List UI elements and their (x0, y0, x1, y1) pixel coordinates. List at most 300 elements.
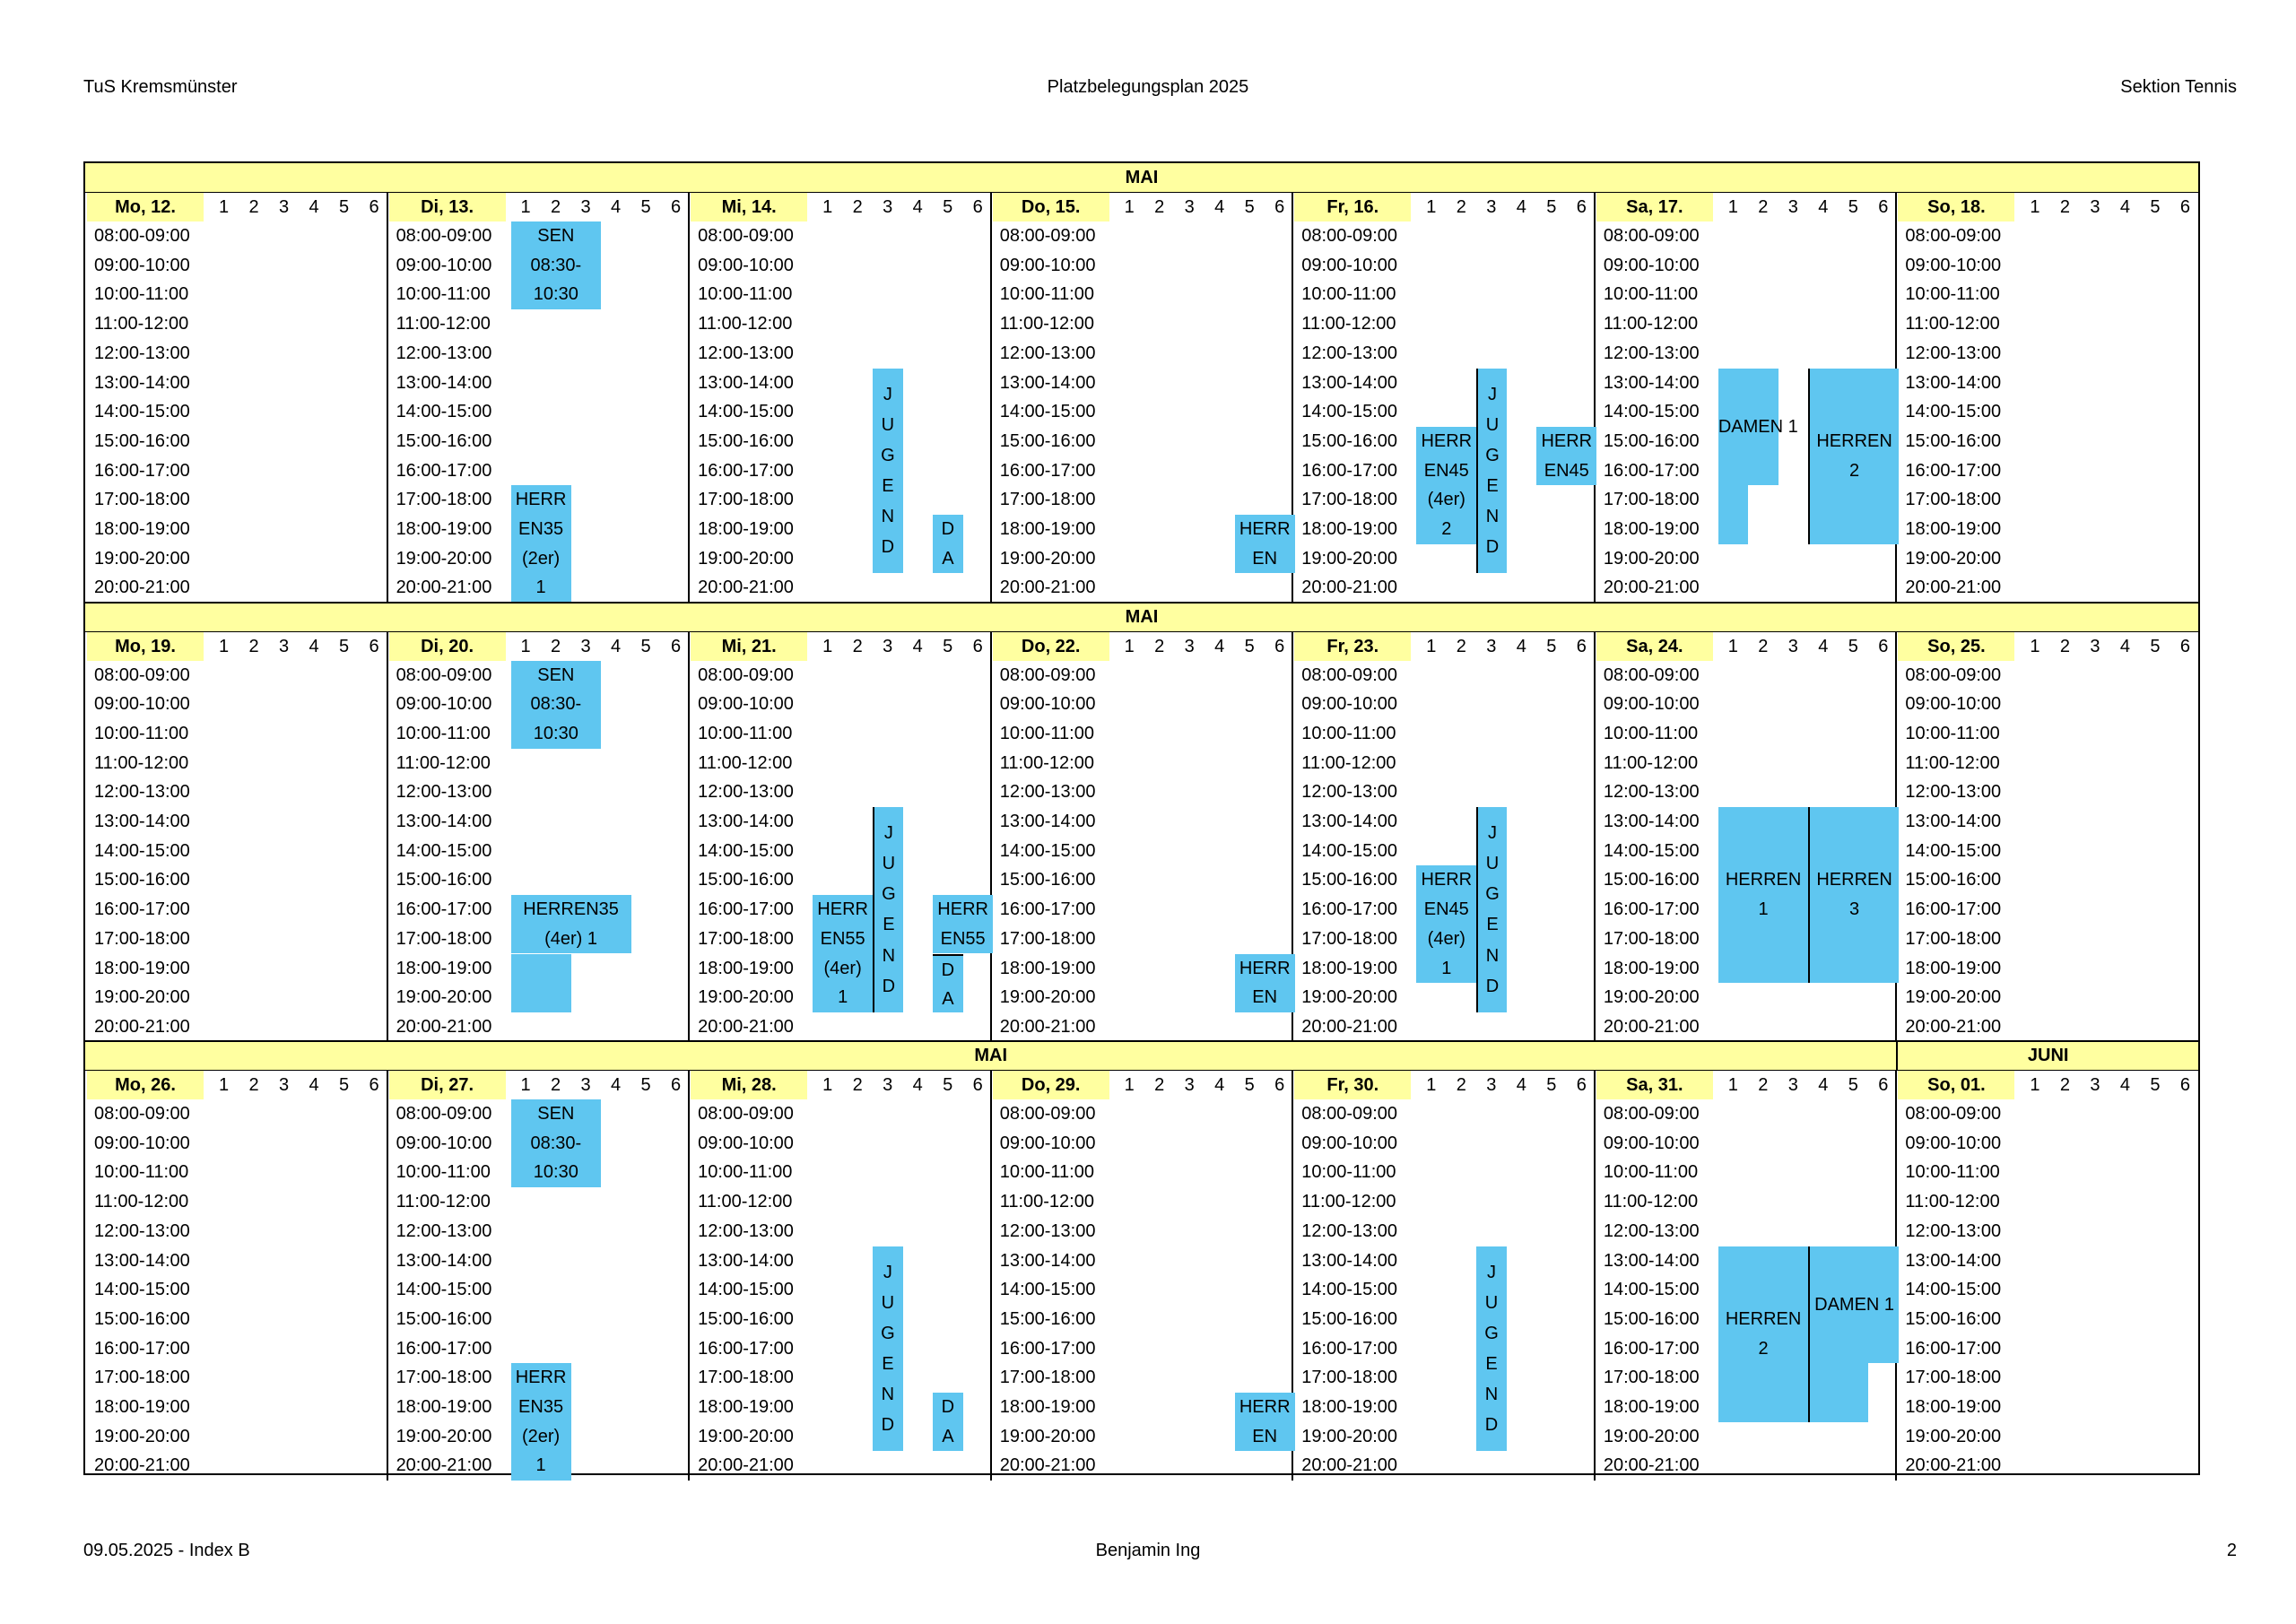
court-number: 3 (1787, 197, 1798, 217)
booking-label: E (883, 915, 895, 935)
time-slot: 20:00-21:00 (698, 1455, 794, 1476)
time-slot: 13:00-14:00 (1905, 372, 2002, 393)
time-slot: 09:00-10:00 (94, 694, 190, 715)
booking-label: HERREN (1816, 430, 1892, 451)
booking-block[interactable] (1235, 1393, 1295, 1451)
time-slot: 18:00-19:00 (698, 1397, 794, 1417)
time-slot: 09:00-10:00 (1301, 1133, 1398, 1153)
booking-label: 08:30- (530, 1133, 582, 1153)
booking-label: A (942, 548, 954, 569)
court-number: 2 (1456, 197, 1466, 217)
time-slot: 12:00-13:00 (999, 1220, 1096, 1241)
time-slot: 20:00-21:00 (94, 1016, 190, 1037)
booking-label: N (882, 945, 896, 966)
court-number: 4 (1818, 197, 1829, 217)
time-slot: 13:00-14:00 (1905, 1250, 2002, 1271)
booking-block[interactable] (511, 954, 571, 1012)
court-number: 1 (1124, 636, 1135, 656)
court-number: 5 (1848, 197, 1858, 217)
day-separator (387, 1071, 388, 1481)
time-slot: 16:00-17:00 (999, 1338, 1096, 1359)
booking-label: HERREN (1725, 1308, 1802, 1329)
time-slot: 20:00-21:00 (1905, 1455, 2002, 1476)
court-number: 6 (671, 1075, 682, 1095)
booking-block[interactable] (933, 954, 963, 1012)
time-slot: 17:00-18:00 (396, 1368, 492, 1388)
time-slot: 16:00-17:00 (94, 899, 190, 920)
time-slot: 13:00-14:00 (698, 812, 794, 831)
day-header: Di, 20. (389, 632, 506, 661)
time-slot: 20:00-21:00 (94, 578, 190, 598)
booking-label: EN55 (820, 928, 865, 949)
court-number: 5 (1244, 197, 1255, 217)
time-slot: 14:00-15:00 (1301, 840, 1398, 861)
time-slot: 12:00-13:00 (999, 782, 1096, 803)
time-slot: 10:00-11:00 (94, 1162, 189, 1183)
time-slot: 20:00-21:00 (94, 1455, 190, 1476)
booking-label: EN (1252, 548, 1278, 569)
court-number: 4 (611, 197, 622, 217)
court-number: 6 (1576, 1075, 1587, 1095)
booking-label: HERREN (1725, 870, 1802, 890)
booking-block[interactable] (1808, 807, 1899, 983)
booking-label: (2er) (521, 1426, 561, 1446)
booking-label: 2 (1849, 460, 1860, 481)
time-slot: 09:00-10:00 (999, 1133, 1096, 1153)
time-slot: 09:00-10:00 (1905, 694, 2002, 715)
court-number: 3 (278, 636, 290, 656)
time-slot: 11:00-12:00 (999, 1192, 1094, 1212)
booking-label: D (941, 960, 955, 980)
time-slot: 19:00-20:00 (1603, 548, 1700, 569)
court-number: 6 (972, 197, 983, 217)
time-slot: 16:00-17:00 (698, 899, 794, 920)
time-slot: 11:00-12:00 (1905, 314, 2000, 334)
time-slot: 18:00-19:00 (1905, 519, 2002, 539)
booking-label: HERR (1239, 958, 1291, 978)
booking-block[interactable] (511, 485, 571, 603)
time-slot: 14:00-15:00 (698, 1280, 794, 1300)
time-slot: 10:00-11:00 (999, 1162, 1094, 1183)
time-slot: 18:00-19:00 (94, 1397, 190, 1417)
time-slot: 10:00-11:00 (698, 1162, 793, 1183)
time-slot: 11:00-12:00 (1301, 1192, 1396, 1212)
booking-label: HERR (1239, 1397, 1291, 1417)
time-slot: 12:00-13:00 (396, 1220, 492, 1241)
time-slot: 16:00-17:00 (1301, 460, 1398, 481)
week-separator (85, 602, 2198, 604)
court-number: 4 (2119, 197, 2130, 217)
time-slot: 19:00-20:00 (1301, 548, 1398, 569)
time-slot: 17:00-18:00 (1301, 1368, 1398, 1388)
time-slot: 20:00-21:00 (1301, 578, 1398, 598)
booking-label: 08:30- (530, 255, 582, 275)
time-slot: 15:00-16:00 (999, 430, 1096, 451)
booking-label: EN45 (1544, 460, 1589, 481)
booking-block[interactable] (873, 807, 903, 1012)
court-number: 1 (1124, 1075, 1135, 1095)
time-slot: 12:00-13:00 (1301, 782, 1398, 803)
booking-label: DAMEN 1 (1814, 1294, 1895, 1315)
court-number: 4 (611, 636, 622, 656)
time-slot: 09:00-10:00 (1301, 255, 1398, 275)
booking-label: D (941, 1397, 955, 1417)
day-header: So, 01. (1898, 1071, 2014, 1099)
time-slot: 12:00-13:00 (698, 343, 794, 363)
court-number: 1 (1124, 197, 1135, 217)
day-header: Mi, 14. (691, 193, 807, 221)
booking-label: DAMEN 1 (1718, 416, 1798, 437)
court-number: 5 (338, 1075, 350, 1095)
time-slot: 17:00-18:00 (1905, 490, 2002, 510)
court-number: 1 (2030, 1075, 2040, 1095)
court-number: 5 (943, 1075, 953, 1095)
header-title: Platzbelegungsplan 2025 (1047, 77, 1249, 97)
day-header: So, 18. (1898, 193, 2014, 221)
time-slot: 14:00-15:00 (1603, 402, 1700, 422)
time-slot: 08:00-09:00 (94, 664, 190, 685)
booking-label: J (883, 384, 892, 404)
time-slot: 17:00-18:00 (94, 490, 190, 510)
time-slot: 18:00-19:00 (698, 519, 794, 539)
time-slot: 19:00-20:00 (1301, 1426, 1398, 1446)
court-number: 1 (1426, 197, 1437, 217)
booking-block[interactable] (511, 1363, 571, 1481)
day-header: Sa, 17. (1596, 193, 1713, 221)
booking-block[interactable] (1808, 1246, 1899, 1364)
court-number: 5 (640, 636, 651, 656)
time-slot: 16:00-17:00 (1301, 899, 1398, 920)
court-number: 1 (822, 1075, 833, 1095)
time-slot: 18:00-19:00 (1301, 1397, 1398, 1417)
time-slot: 13:00-14:00 (1603, 1250, 1700, 1271)
booking-label: EN45 (1423, 460, 1469, 481)
time-slot: 20:00-21:00 (1905, 1016, 2002, 1037)
booking-label: N (1484, 1385, 1499, 1405)
time-slot: 13:00-14:00 (396, 1250, 492, 1271)
footer-author: Benjamin Ing (1095, 1541, 1201, 1560)
time-slot: 09:00-10:00 (698, 694, 794, 715)
court-number: 6 (1274, 1075, 1285, 1095)
court-number: 5 (1546, 636, 1557, 656)
time-slot: 08:00-09:00 (999, 226, 1096, 246)
court-number: 5 (943, 197, 953, 217)
time-slot: 12:00-13:00 (94, 782, 190, 803)
booking-block[interactable] (933, 1393, 963, 1451)
time-slot: 17:00-18:00 (698, 1368, 794, 1388)
booking-block[interactable] (1416, 865, 1476, 983)
time-slot: 14:00-15:00 (1905, 402, 2002, 422)
court-number: 4 (2119, 1075, 2130, 1095)
time-slot: 08:00-09:00 (698, 226, 794, 246)
time-slot: 17:00-18:00 (396, 928, 492, 949)
court-number: 6 (1878, 636, 1889, 656)
booking-label: SEN (537, 1104, 575, 1124)
time-slot: 14:00-15:00 (698, 840, 794, 861)
time-slot: 16:00-17:00 (94, 460, 190, 481)
booking-label: EN (1252, 1426, 1278, 1446)
booking-block[interactable] (1476, 369, 1507, 574)
booking-label: 10:30 (533, 723, 578, 743)
booking-block[interactable] (933, 895, 993, 953)
court-number: 3 (580, 636, 591, 656)
day-separator (990, 193, 992, 603)
day-header: Mo, 19. (87, 632, 204, 661)
time-slot: 15:00-16:00 (94, 1308, 190, 1329)
time-slot: 20:00-21:00 (1603, 578, 1700, 598)
day-header: Sa, 24. (1596, 632, 1713, 661)
time-slot: 09:00-10:00 (1301, 694, 1398, 715)
time-slot: 15:00-16:00 (1603, 430, 1700, 451)
court-number: 6 (2179, 636, 2190, 656)
court-number: 5 (2150, 636, 2161, 656)
time-slot: 14:00-15:00 (999, 1280, 1096, 1300)
booking-label: J (883, 823, 893, 843)
court-number: 1 (218, 1075, 230, 1095)
time-slot: 10:00-11:00 (94, 284, 189, 305)
time-slot: 09:00-10:00 (94, 255, 190, 275)
time-slot: 08:00-09:00 (999, 664, 1096, 685)
booking-block[interactable] (1476, 807, 1507, 1012)
time-slot: 12:00-13:00 (1603, 1220, 1700, 1241)
day-header: Mo, 12. (87, 193, 204, 221)
day-header: Fr, 30. (1294, 1071, 1411, 1099)
booking-block[interactable] (1235, 515, 1295, 573)
time-slot: 11:00-12:00 (1301, 752, 1396, 773)
time-slot: 17:00-18:00 (94, 928, 190, 949)
time-slot: 12:00-13:00 (999, 343, 1096, 363)
booking-block[interactable] (1718, 369, 1798, 486)
court-number: 4 (912, 636, 923, 656)
day-header: Mi, 21. (691, 632, 807, 661)
booking-block[interactable] (1808, 1363, 1868, 1421)
time-slot: 11:00-12:00 (1905, 752, 2000, 773)
court-number: 2 (551, 197, 561, 217)
time-slot: 16:00-17:00 (1603, 1338, 1700, 1359)
time-slot: 10:00-11:00 (94, 723, 189, 743)
booking-block[interactable] (1416, 427, 1476, 544)
booking-label: SEN (537, 664, 575, 685)
time-slot: 11:00-12:00 (94, 1192, 189, 1212)
time-slot: 12:00-13:00 (1905, 782, 2002, 803)
court-number: 4 (1214, 1075, 1225, 1095)
court-number: 3 (2090, 636, 2100, 656)
time-slot: 18:00-19:00 (1603, 958, 1700, 978)
court-number: 5 (338, 636, 350, 656)
time-slot: 10:00-11:00 (999, 723, 1094, 743)
court-number: 2 (2059, 636, 2070, 656)
booking-label: 1 (838, 987, 848, 1008)
day-separator (387, 632, 388, 1042)
court-number: 3 (1486, 197, 1497, 217)
time-slot: 09:00-10:00 (396, 694, 492, 715)
court-number: 3 (1787, 636, 1798, 656)
time-slot: 16:00-17:00 (1301, 1338, 1398, 1359)
time-slot: 11:00-12:00 (396, 314, 491, 334)
booking-block[interactable] (933, 515, 963, 573)
time-slot: 12:00-13:00 (1905, 343, 2002, 363)
booking-block[interactable] (511, 221, 602, 309)
court-number: 3 (883, 636, 893, 656)
time-slot: 08:00-09:00 (1301, 1104, 1398, 1124)
booking-label: E (1486, 915, 1499, 935)
booking-block[interactable] (873, 1246, 903, 1452)
time-slot: 09:00-10:00 (396, 1133, 492, 1153)
time-slot: 20:00-21:00 (396, 578, 492, 598)
booking-block[interactable] (1808, 369, 1899, 544)
court-number: 5 (943, 636, 953, 656)
day-header: Do, 15. (993, 193, 1109, 221)
booking-label: G (881, 1323, 895, 1343)
time-slot: 17:00-18:00 (999, 1368, 1096, 1388)
time-slot: 18:00-19:00 (94, 958, 190, 978)
booking-label: (4er) 1 (544, 928, 598, 949)
court-number: 2 (1154, 1075, 1165, 1095)
day-header: Fr, 16. (1294, 193, 1411, 221)
time-slot: 15:00-16:00 (999, 1308, 1096, 1329)
booking-label: EN35 (518, 1397, 564, 1417)
court-number: 6 (1274, 636, 1285, 656)
booking-block[interactable] (813, 895, 873, 1012)
booking-label: U (1485, 854, 1500, 874)
time-slot: 11:00-12:00 (999, 752, 1094, 773)
booking-label: N (881, 507, 895, 527)
time-slot: 15:00-16:00 (94, 870, 190, 890)
time-slot: 18:00-19:00 (396, 519, 492, 539)
booking-block[interactable] (873, 369, 903, 574)
booking-block[interactable] (511, 1099, 602, 1187)
time-slot: 10:00-11:00 (396, 1162, 491, 1183)
booking-label: J (883, 1262, 892, 1282)
court-number: 2 (852, 1075, 863, 1095)
time-slot: 13:00-14:00 (94, 1250, 190, 1271)
time-slot: 18:00-19:00 (1301, 958, 1398, 978)
court-number: 4 (309, 636, 319, 656)
time-slot: 17:00-18:00 (94, 1368, 190, 1388)
court-number: 2 (1456, 636, 1466, 656)
court-number: 4 (912, 1075, 923, 1095)
court-number: 6 (1878, 1075, 1889, 1095)
time-slot: 16:00-17:00 (396, 460, 492, 481)
time-slot: 13:00-14:00 (1301, 1250, 1398, 1271)
time-slot: 13:00-14:00 (1603, 812, 1700, 831)
court-number: 2 (551, 636, 561, 656)
time-slot: 16:00-17:00 (94, 1338, 190, 1359)
time-slot: 17:00-18:00 (1603, 928, 1700, 949)
booking-block[interactable] (1235, 954, 1295, 1012)
court-number: 5 (2150, 197, 2161, 217)
time-slot: 17:00-18:00 (999, 490, 1096, 510)
booking-label: 1 (1441, 958, 1452, 978)
booking-block[interactable] (1718, 485, 1749, 543)
court-number: 6 (671, 197, 682, 217)
booking-label: E (1485, 1353, 1498, 1374)
court-number: 4 (1516, 1075, 1526, 1095)
time-slot: 19:00-20:00 (999, 987, 1096, 1008)
time-slot: 18:00-19:00 (1301, 519, 1398, 539)
court-number: 1 (1727, 636, 1738, 656)
time-slot: 08:00-09:00 (1603, 664, 1700, 685)
time-slot: 15:00-16:00 (1301, 870, 1398, 890)
time-slot: 19:00-20:00 (396, 1426, 492, 1446)
booking-label: HERR (1421, 870, 1473, 890)
booking-label: 2 (1758, 1338, 1769, 1359)
booking-label: (2er) (521, 548, 561, 569)
time-slot: 20:00-21:00 (698, 1016, 794, 1037)
booking-label: (4er) (1427, 928, 1465, 949)
time-slot: 12:00-13:00 (1603, 782, 1700, 803)
booking-block[interactable] (511, 661, 602, 749)
court-number: 3 (1486, 636, 1497, 656)
booking-label: N (881, 1385, 895, 1405)
booking-label: J (1488, 823, 1498, 843)
booking-label: 10:30 (533, 284, 578, 305)
court-number: 1 (218, 636, 230, 656)
booking-block[interactable] (1476, 1246, 1507, 1452)
booking-label: U (882, 854, 896, 874)
court-number: 4 (309, 197, 319, 217)
booking-block[interactable] (511, 895, 631, 953)
court-number: 6 (1274, 197, 1285, 217)
time-slot: 13:00-14:00 (1301, 812, 1398, 831)
time-slot: 16:00-17:00 (999, 460, 1096, 481)
time-slot: 20:00-21:00 (999, 578, 1096, 598)
time-slot: 14:00-15:00 (94, 840, 190, 861)
court-number: 6 (972, 636, 983, 656)
booking-label: J (1488, 384, 1498, 404)
time-slot: 17:00-18:00 (1603, 1368, 1700, 1388)
time-slot: 16:00-17:00 (999, 899, 1096, 920)
booking-label: G (1484, 1323, 1499, 1343)
time-slot: 10:00-11:00 (1301, 723, 1396, 743)
time-slot: 08:00-09:00 (698, 1104, 794, 1124)
time-slot: 11:00-12:00 (698, 752, 793, 773)
time-slot: 14:00-15:00 (1301, 1280, 1398, 1300)
day-header: Do, 29. (993, 1071, 1109, 1099)
time-slot: 17:00-18:00 (698, 928, 794, 949)
booking-block[interactable] (1536, 427, 1596, 485)
header-section: Sektion Tennis (2120, 77, 2237, 97)
booking-block[interactable] (1718, 1246, 1809, 1422)
time-slot: 14:00-15:00 (1603, 1280, 1700, 1300)
time-slot: 10:00-11:00 (1905, 1162, 2000, 1183)
booking-label: U (1485, 414, 1500, 435)
court-number: 2 (1154, 197, 1165, 217)
time-slot: 15:00-16:00 (1301, 1308, 1398, 1329)
court-number: 1 (2030, 197, 2040, 217)
time-slot: 19:00-20:00 (698, 548, 794, 569)
time-slot: 08:00-09:00 (1301, 226, 1398, 246)
time-slot: 12:00-13:00 (1603, 343, 1700, 363)
time-slot: 14:00-15:00 (1301, 402, 1398, 422)
court-number: 3 (1184, 636, 1195, 656)
time-slot: 19:00-20:00 (396, 548, 492, 569)
time-slot: 16:00-17:00 (698, 460, 794, 481)
time-slot: 14:00-15:00 (396, 1280, 492, 1300)
booking-label: HERR (937, 899, 988, 920)
booking-label: G (1485, 445, 1500, 465)
booking-block[interactable] (1718, 807, 1809, 983)
month-band: MAI (85, 1041, 1896, 1071)
time-slot: 18:00-19:00 (1603, 1397, 1700, 1417)
day-separator (387, 193, 388, 603)
time-slot: 13:00-14:00 (999, 1250, 1096, 1271)
court-number: 3 (580, 1075, 591, 1095)
time-slot: 15:00-16:00 (1603, 870, 1700, 890)
court-number: 3 (278, 197, 290, 217)
court-number: 4 (1818, 636, 1829, 656)
court-number: 2 (248, 197, 259, 217)
